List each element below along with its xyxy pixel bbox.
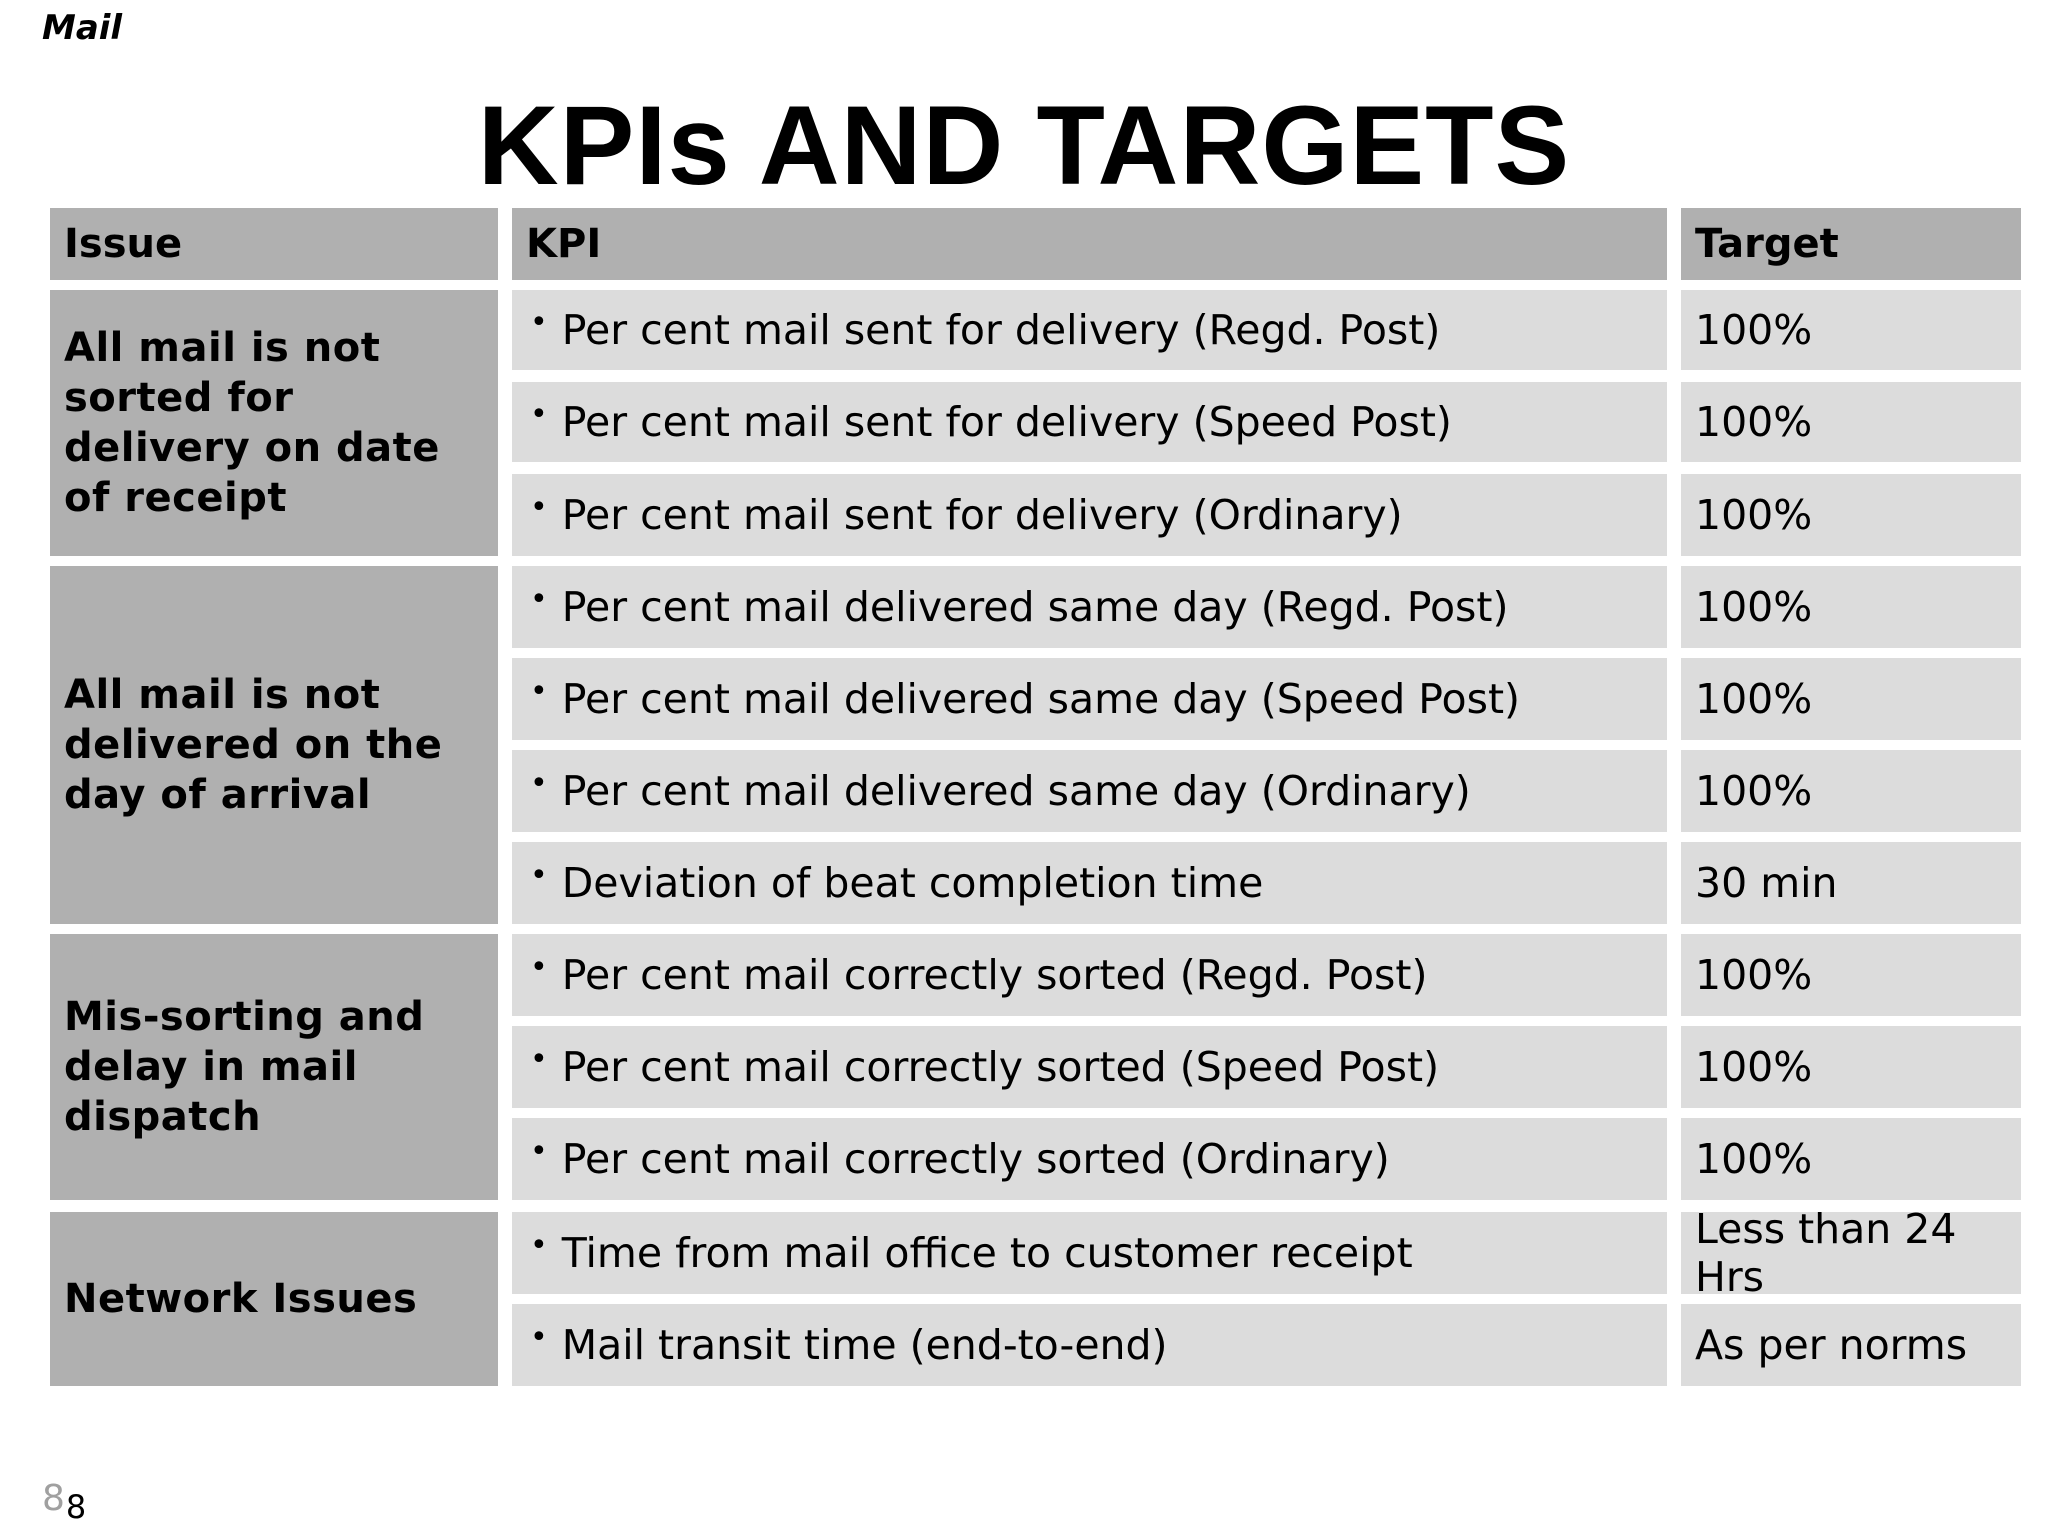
page-title: KPIs AND TARGETS	[477, 83, 1571, 208]
bullet-icon: •	[530, 396, 548, 432]
bullet-icon: •	[530, 489, 548, 525]
target-cell: 100%	[1681, 658, 2021, 740]
target-cell: 100%	[1681, 290, 2021, 370]
target-cell: Less than 24 Hrs	[1681, 1212, 2021, 1294]
kpi-cell	[512, 382, 1667, 462]
issue-cell: Network Issues	[50, 1212, 498, 1386]
kpi-label: Per cent mail sent for delivery (Regd. Post)	[561, 306, 1441, 354]
target-cell: 100%	[1681, 382, 2021, 462]
kpi-label: Per cent mail correctly sorted (Regd. Post)	[561, 951, 1428, 999]
kpi-label: Per cent mail correctly sorted (Ordinary)	[561, 1135, 1390, 1183]
bullet-icon: •	[530, 304, 548, 340]
kpi-cell	[512, 1026, 1667, 1108]
issue-cell: All mail is not delivered on the day of arrival	[50, 566, 498, 924]
bullet-icon: •	[530, 581, 548, 617]
kpi-label: Deviation of beat completion time	[561, 859, 1264, 907]
bullet-icon: •	[530, 1133, 548, 1169]
target-cell: As per norms	[1681, 1304, 2021, 1386]
target-cell: 100%	[1681, 1026, 2021, 1108]
page-number	[42, 1478, 87, 1527]
target-cell: 100%	[1681, 1118, 2021, 1200]
bullet-icon: •	[530, 1227, 548, 1263]
bullet-icon: •	[530, 1319, 548, 1355]
page-number-value: 8	[65, 1488, 87, 1526]
kpi-cell	[512, 750, 1667, 832]
kpi-label: Per cent mail delivered same day (Speed Post)	[561, 675, 1521, 723]
kpi-cell	[512, 566, 1667, 648]
target-cell: 30 min	[1681, 842, 2021, 924]
kpi-cell	[512, 1118, 1667, 1200]
issue-cell: Mis-sorting and delay in mail dispatch	[50, 934, 498, 1200]
bullet-icon: •	[530, 673, 548, 709]
kpi-cell	[512, 658, 1667, 740]
kpi-label: Per cent mail delivered same day (Ordinary)	[561, 767, 1471, 815]
kpi-label: Per cent mail delivered same day (Regd. Post)	[561, 583, 1509, 631]
bullet-icon: •	[530, 1041, 548, 1077]
kpi-cell	[512, 842, 1667, 924]
bullet-icon: •	[530, 765, 548, 801]
header-target: Target	[1681, 208, 2021, 280]
kpi-label: Per cent mail sent for delivery (Ordinary)	[561, 491, 1403, 539]
kpi-label: Time from mail office to customer receipt	[561, 1229, 1413, 1277]
corner-label: Mail	[42, 8, 123, 48]
kpi-label: Mail transit time (end-to-end)	[561, 1321, 1168, 1369]
header-kpi: KPI	[512, 208, 1667, 280]
kpi-label: Per cent mail correctly sorted (Speed Post)	[561, 1043, 1440, 1091]
target-cell: 100%	[1681, 934, 2021, 1016]
page-number-ghost: 8	[42, 1478, 65, 1519]
target-cell: 100%	[1681, 750, 2021, 832]
kpi-cell	[512, 1304, 1667, 1386]
kpi-cell	[512, 934, 1667, 1016]
header-issue: Issue	[50, 208, 498, 280]
target-cell: 100%	[1681, 566, 2021, 648]
kpi-cell	[512, 474, 1667, 556]
kpi-cell	[512, 290, 1667, 370]
kpi-cell	[512, 1212, 1667, 1294]
issue-cell: All mail is not sorted for delivery on date of receipt	[50, 290, 498, 556]
bullet-icon: •	[530, 949, 548, 985]
target-cell: 100%	[1681, 474, 2021, 556]
bullet-icon: •	[530, 857, 548, 893]
kpi-label: Per cent mail sent for delivery (Speed Post)	[561, 398, 1452, 446]
